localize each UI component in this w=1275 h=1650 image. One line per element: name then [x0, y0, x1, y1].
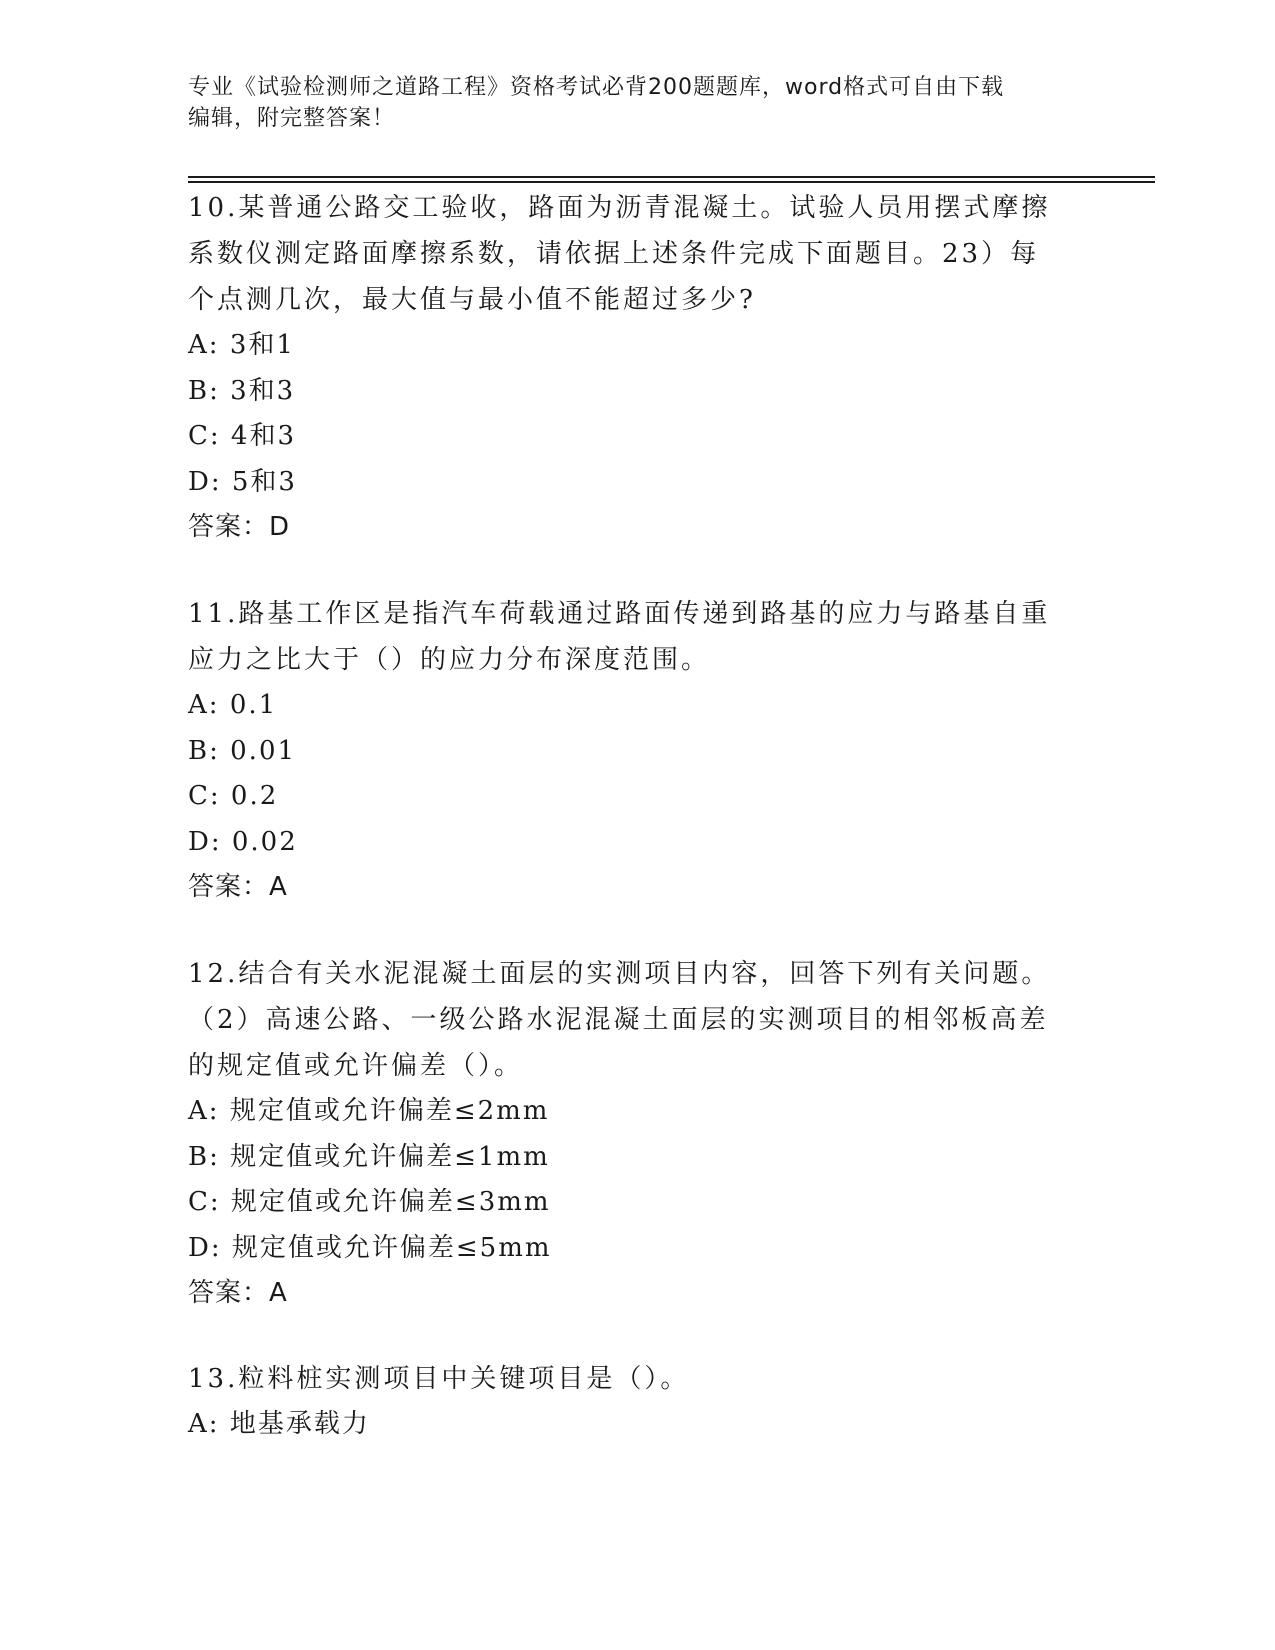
option-text: 规定值或允许偏差≤3mm: [230, 1187, 551, 1217]
question-13: [188, 1356, 1068, 1448]
option-label: B:: [188, 735, 220, 766]
option-label: D:: [188, 1232, 222, 1263]
option-text: 4和3: [230, 421, 297, 451]
option-label: C:: [188, 421, 221, 451]
question-text: [188, 1356, 1068, 1402]
option-label: B:: [188, 375, 220, 406]
option-d: [188, 460, 1068, 506]
option-label: D:: [188, 466, 222, 497]
question-stem: 粒料桩实测项目中关键项目是（）。: [238, 1364, 690, 1394]
question-stem: 路基工作区是指汽车荷载通过路面传递到路基的应力与路基自重应力之比大于（）的应力分布深度范围。: [188, 599, 1051, 675]
option-text: 0.2: [230, 781, 279, 811]
option-b: [188, 1135, 1068, 1181]
question-number: 13.: [188, 1364, 239, 1394]
question-stem: 某普通公路交工验收，路面为沥青混凝土。试验人员用摆式摩擦系数仪测定路面摩擦系数，请依据上述条件完成下面题目。23）每个点测几次，最大值与最小值不能超过多少?: [188, 193, 1051, 315]
option-label: C:: [188, 1187, 221, 1217]
option-a: [188, 1089, 1068, 1135]
option-label: B:: [188, 1141, 220, 1172]
option-text: 3和3: [230, 375, 296, 406]
option-label: A:: [188, 1096, 220, 1126]
option-text: 0.01: [230, 735, 297, 766]
option-c: [188, 774, 1068, 820]
header-divider-bottom: [188, 181, 1155, 183]
option-text: 规定值或允许偏差≤2mm: [229, 1096, 550, 1126]
option-text: 规定值或允许偏差≤5mm: [231, 1232, 552, 1263]
header-line-2: 编辑，附完整答案！: [188, 106, 396, 131]
question-text: [188, 591, 1068, 683]
question-stem: 结合有关水泥混凝土面层的实测项目内容，回答下列有关问题。（2）高速公路、一级公路水泥混凝土面层的实测项目的相邻板高差的规定值或允许偏差（）。: [188, 959, 1051, 1081]
option-label: A:: [188, 1409, 220, 1439]
option-b: [188, 729, 1068, 775]
question-text: [188, 185, 1068, 323]
option-label: A:: [188, 330, 220, 360]
option-text: 0.1: [229, 690, 278, 720]
option-label: C:: [188, 781, 221, 811]
option-a: [188, 683, 1068, 729]
answer-line: 答案：A: [188, 1278, 288, 1308]
question-11: [188, 591, 1068, 911]
option-d: [188, 820, 1068, 866]
option-text: 5和3: [231, 466, 297, 497]
option-text: 3和1: [229, 330, 295, 360]
question-number: 11.: [188, 599, 239, 629]
option-text: 0.02: [231, 826, 298, 857]
option-label: A:: [188, 690, 220, 720]
question-number: 12.: [188, 959, 239, 989]
answer-line: 答案：A: [188, 872, 288, 902]
question-text: [188, 951, 1068, 1089]
option-d: [188, 1226, 1068, 1272]
header-divider-top: [188, 176, 1155, 178]
option-text: 规定值或允许偏差≤1mm: [230, 1141, 550, 1172]
document-header: [188, 72, 1068, 134]
option-a: [188, 323, 1068, 369]
option-b: [188, 369, 1068, 415]
option-label: D:: [188, 826, 222, 857]
option-a: [188, 1402, 1068, 1448]
option-c: [188, 1180, 1068, 1226]
header-line-1: 专业《试验检测师之道路工程》资格考试必背200题题库，word格式可自由下载: [188, 75, 1005, 100]
option-c: [188, 414, 1068, 460]
option-text: 地基承载力: [229, 1409, 370, 1439]
question-number: 10.: [188, 193, 239, 223]
question-10: [188, 185, 1068, 551]
question-12: [188, 951, 1068, 1317]
answer-line: 答案：D: [188, 512, 291, 542]
